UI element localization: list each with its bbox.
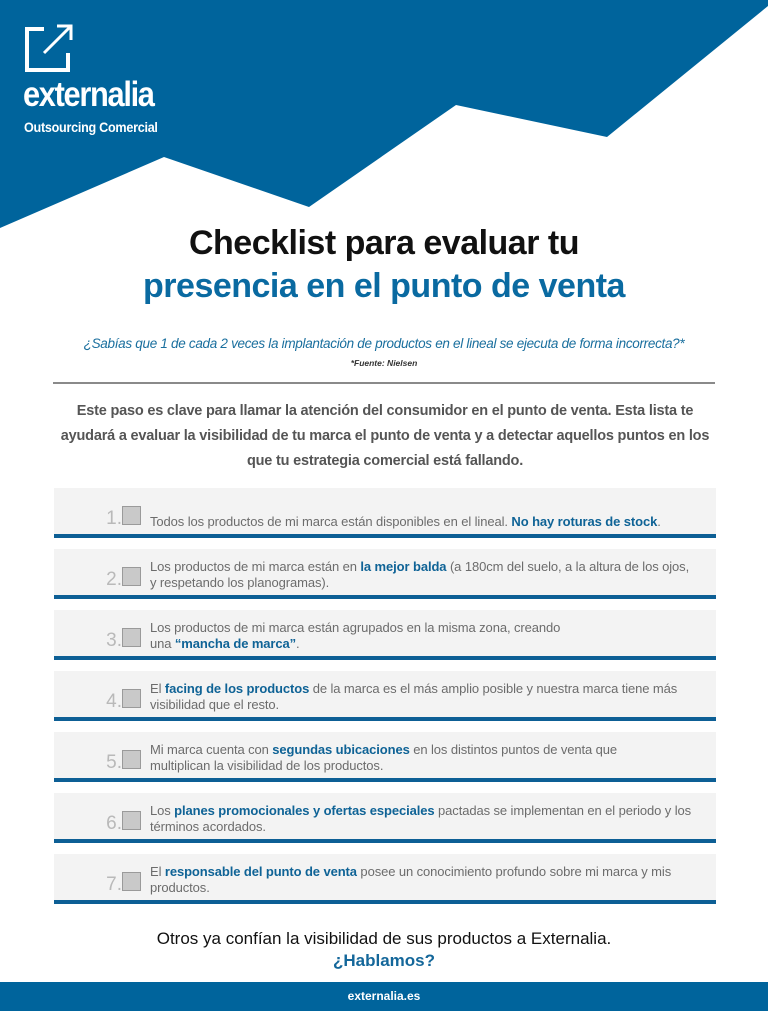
item-text: Los productos de mi marca están agrupados en la misma zona, creando una “mancha de marca”. <box>150 620 561 651</box>
item-number: 4. <box>106 691 122 712</box>
item-number: 2. <box>106 569 122 590</box>
website-link[interactable]: externalia.es <box>347 989 421 1003</box>
checklist-item <box>54 488 716 538</box>
page-title <box>0 222 768 308</box>
item-highlight: responsable del punto de venta <box>164 864 357 879</box>
item-highlight: planes promocionales y ofertas especiales <box>174 803 435 818</box>
item-highlight: facing de los productos <box>164 681 310 696</box>
item-text: El responsable del punto de venta posee un conocimiento profundo sobre mi marca y mis productos. <box>150 864 672 895</box>
checklist-item <box>54 732 716 782</box>
item-number: 6. <box>106 813 122 834</box>
item-text: Los planes promocionales y ofertas especiales pactadas se implementan en el periodo y los términos acordados. <box>150 803 692 834</box>
checkbox[interactable] <box>122 750 141 769</box>
checkbox[interactable] <box>122 811 141 830</box>
title-line-1: Checklist para evaluar tu <box>188 224 579 262</box>
item-text: Todos los productos de mi marca están disponibles en el lineal. No hay roturas de stock. <box>150 514 661 529</box>
checkbox[interactable] <box>122 689 141 708</box>
item-highlight: No hay roturas de stock <box>511 514 658 529</box>
checklist <box>54 488 716 915</box>
item-text: Mi marca cuenta con segundas ubicaciones en los distintos puntos de venta que multiplican la visibilidad de los productos. <box>150 742 618 773</box>
item-number: 3. <box>106 630 122 651</box>
checkbox[interactable] <box>122 506 141 525</box>
question-text: ¿Sabías que 1 de cada 2 veces la implantación de productos en el lineal se ejecuta de forma incorrecta?* <box>83 336 685 351</box>
checkbox[interactable] <box>122 872 141 891</box>
footer-bar <box>0 982 768 1011</box>
item-number: 5. <box>106 752 122 773</box>
intro-paragraph: Este paso es clave para llamar la atención del consumidor en el punto de venta. Esta lista te ayudará a evaluar la visibilidad de tu marca el punto de venta y a detectar aquellos puntos en los que tu estrategia comercial está fallando. <box>60 403 710 469</box>
divider <box>53 382 715 384</box>
item-highlight: “mancha de marca” <box>174 636 297 651</box>
title-line-2: presencia en el punto de venta <box>143 267 625 305</box>
checklist-item <box>54 549 716 599</box>
checklist-item <box>54 610 716 660</box>
checklist-item <box>54 854 716 904</box>
brand-tagline: Outsourcing Comercial <box>24 119 158 135</box>
item-number: 7. <box>106 874 122 895</box>
item-number: 1. <box>106 508 122 529</box>
call-to-action <box>0 928 768 972</box>
checklist-item <box>54 793 716 843</box>
item-text: El facing de los productos de la marca es el más amplio posible y nuestra marca tiene más visibilidad que el resto. <box>150 681 678 712</box>
item-highlight: segundas ubicaciones <box>272 742 410 757</box>
external-link-arrow-icon <box>24 24 74 74</box>
cta-link[interactable]: ¿Hablamos? <box>332 951 436 970</box>
checklist-item <box>54 671 716 721</box>
brand-name: externalia <box>23 75 154 114</box>
cta-text: Otros ya confían la visibilidad de sus productos a Externalia. <box>156 929 612 948</box>
item-highlight: la mejor balda <box>360 559 447 574</box>
source-note: *Fuente: Nielsen <box>350 358 418 368</box>
checkbox[interactable] <box>122 567 141 586</box>
checkbox[interactable] <box>122 628 141 647</box>
item-text: Los productos de mi marca están en la mejor balda (a 180cm del suelo, a la altura de los ojos, y respetando los planogramas). <box>150 559 690 590</box>
